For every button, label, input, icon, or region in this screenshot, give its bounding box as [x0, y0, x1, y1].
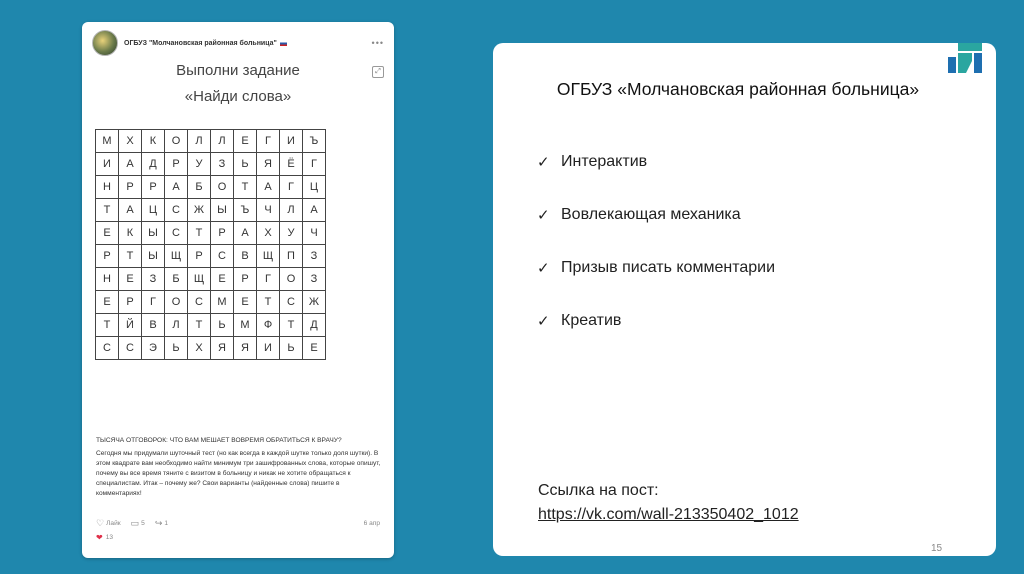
post-body: Сегодня мы придумали шуточный тест (но как всегда в каждой шутке только доля шутки). В этом квадрате вам необходимо найти минимум три зашифрованных слова, которые опишут, почему вы все время тяните с визитом в больницу и никак не хотите обращаться к специалистам. Итак – почему же? Свои варианты (найденные слова) пишите в комментариях! — [96, 450, 381, 497]
check-icon: ✓ — [537, 260, 550, 277]
post-actions — [96, 517, 380, 529]
grid-cell: Х — [257, 222, 280, 245]
grid-cell: С — [96, 337, 119, 360]
grid-cell: Е — [303, 337, 326, 360]
comments-count: 5 — [141, 519, 145, 527]
slide-title: ОГБУЗ «Молчановская районная больница» — [556, 79, 920, 99]
more-options-icon[interactable]: ••• — [371, 38, 384, 48]
grid-cell: Т — [119, 245, 142, 268]
grid-cell: С — [211, 245, 234, 268]
feature-item — [537, 259, 775, 312]
post-caption: ТЫСЯЧА ОТГОВОРОК: ЧТО ВАМ МЕШАЕТ ВОВРЕМЯ ОБРАТИТЬСЯ К ВРАЧУ? — [96, 437, 342, 444]
grid-cell: Ы — [142, 222, 165, 245]
grid-cell: Р — [142, 176, 165, 199]
grid-cell: Т — [188, 222, 211, 245]
like-label: Лайк — [106, 519, 121, 527]
grid-cell: Щ — [188, 268, 211, 291]
grid-cell: Г — [303, 153, 326, 176]
heart-icon: ❤ — [96, 533, 103, 542]
grid-cell: З — [303, 268, 326, 291]
logo-icon — [948, 43, 984, 73]
link-label: Ссылка на пост: — [538, 482, 659, 499]
post-text — [96, 436, 384, 499]
grid-cell: Е — [96, 291, 119, 314]
grid-cell: Б — [165, 268, 188, 291]
grid-cell: З — [142, 268, 165, 291]
grid-cell: Ы — [211, 199, 234, 222]
reactions-count: 13 — [105, 534, 114, 541]
grid-cell: Т — [188, 314, 211, 337]
grid-row — [96, 130, 326, 153]
grid-row — [96, 199, 326, 222]
task-title-line-1: Выполни задание — [176, 62, 300, 79]
flag-icon — [280, 41, 287, 46]
task-title — [82, 58, 394, 110]
grid-cell: С — [188, 291, 211, 314]
grid-cell: Р — [119, 176, 142, 199]
grid-cell: Л — [211, 130, 234, 153]
grid-cell: У — [280, 222, 303, 245]
grid-cell: Ё — [280, 153, 303, 176]
grid-cell: А — [165, 176, 188, 199]
grid-cell: Н — [96, 176, 119, 199]
post-header — [92, 30, 384, 56]
feature-item — [537, 206, 775, 259]
expand-icon[interactable]: ⤢ — [372, 66, 384, 78]
grid-cell: Е — [234, 291, 257, 314]
grid-cell: Г — [257, 268, 280, 291]
grid-cell: Й — [119, 314, 142, 337]
grid-cell: Т — [234, 176, 257, 199]
grid-cell: П — [280, 245, 303, 268]
post-link[interactable]: https://vk.com/wall-213350402_1012 — [538, 506, 799, 523]
grid-cell: Э — [142, 337, 165, 360]
grid-cell: А — [234, 222, 257, 245]
feature-label: Интерактив — [561, 153, 648, 170]
grid-cell: Р — [234, 268, 257, 291]
comment-button[interactable] — [131, 518, 145, 529]
like-button[interactable] — [96, 518, 121, 529]
grid-cell: Л — [165, 314, 188, 337]
grid-cell: Ч — [303, 222, 326, 245]
grid-cell: Р — [211, 222, 234, 245]
reactions[interactable] — [96, 533, 113, 542]
grid-cell: Г — [142, 291, 165, 314]
grid-cell: К — [142, 130, 165, 153]
grid-cell: Х — [188, 337, 211, 360]
feature-label: Вовлекающая механика — [561, 206, 741, 223]
grid-cell: О — [280, 268, 303, 291]
grid-cell: Ъ — [234, 199, 257, 222]
grid-row — [96, 245, 326, 268]
word-search-grid — [95, 129, 326, 360]
info-panel — [493, 43, 996, 556]
group-name[interactable]: ОГБУЗ "Молчановская районная больница" — [124, 39, 277, 47]
feature-label: Призыв писать комментарии — [561, 259, 776, 276]
grid-cell: Ф — [257, 314, 280, 337]
grid-cell: И — [96, 153, 119, 176]
grid-cell: Я — [211, 337, 234, 360]
grid-cell: У — [188, 153, 211, 176]
grid-cell: Р — [188, 245, 211, 268]
grid-cell: А — [119, 199, 142, 222]
grid-row — [96, 337, 326, 360]
grid-cell: А — [119, 153, 142, 176]
grid-cell: Ч — [257, 199, 280, 222]
task-title-line-2: «Найди слова» — [184, 88, 292, 105]
feature-label: Креатив — [561, 312, 622, 329]
group-avatar[interactable] — [92, 30, 118, 56]
grid-cell: И — [280, 130, 303, 153]
grid-cell: И — [257, 337, 280, 360]
grid-cell: Ь — [165, 337, 188, 360]
grid-cell: В — [142, 314, 165, 337]
grid-row — [96, 222, 326, 245]
grid-cell: М — [234, 314, 257, 337]
grid-cell: Г — [257, 130, 280, 153]
grid-cell: З — [211, 153, 234, 176]
grid-cell: Л — [280, 199, 303, 222]
grid-cell: Я — [234, 337, 257, 360]
shares-count: 1 — [164, 519, 169, 527]
grid-cell: Я — [257, 153, 280, 176]
grid-cell: С — [280, 291, 303, 314]
grid-cell: З — [303, 245, 326, 268]
grid-cell: Т — [280, 314, 303, 337]
grid-cell: Щ — [165, 245, 188, 268]
grid-row — [96, 291, 326, 314]
grid-cell: Л — [188, 130, 211, 153]
grid-cell: Ь — [234, 153, 257, 176]
share-icon: ↪ — [154, 517, 163, 528]
page-number: 15 — [931, 543, 943, 554]
check-icon: ✓ — [537, 154, 550, 171]
grid-cell: Р — [119, 291, 142, 314]
grid-cell: Е — [96, 222, 119, 245]
vk-post-card — [82, 22, 394, 558]
grid-cell: Е — [234, 130, 257, 153]
grid-cell: А — [257, 176, 280, 199]
grid-row — [96, 314, 326, 337]
grid-cell: Д — [142, 153, 165, 176]
grid-cell: В — [234, 245, 257, 268]
grid-cell: М — [211, 291, 234, 314]
grid-cell: Ъ — [303, 130, 326, 153]
grid-cell: Ж — [303, 291, 326, 314]
grid-cell: Д — [303, 314, 326, 337]
feature-item — [537, 312, 775, 365]
grid-cell: Т — [257, 291, 280, 314]
grid-cell: Ц — [303, 176, 326, 199]
grid-cell: Е — [119, 268, 142, 291]
feature-list — [537, 153, 775, 365]
grid-row — [96, 153, 326, 176]
heart-outline-icon: ♡ — [96, 517, 105, 528]
feature-item — [537, 153, 775, 206]
grid-cell: Р — [96, 245, 119, 268]
check-icon: ✓ — [537, 207, 550, 224]
grid-cell: Т — [96, 199, 119, 222]
grid-cell: Ж — [188, 199, 211, 222]
grid-cell: О — [165, 291, 188, 314]
grid-cell: Ь — [211, 314, 234, 337]
grid-row — [96, 176, 326, 199]
share-button[interactable] — [155, 518, 168, 529]
grid-cell: Е — [211, 268, 234, 291]
grid-cell: Б — [188, 176, 211, 199]
grid-cell: Р — [165, 153, 188, 176]
grid-cell: Х — [119, 130, 142, 153]
grid-cell: С — [165, 222, 188, 245]
grid-cell: Ь — [280, 337, 303, 360]
comment-icon: ▭ — [130, 517, 140, 528]
grid-row — [96, 268, 326, 291]
grid-cell: Г — [280, 176, 303, 199]
grid-cell: Щ — [257, 245, 280, 268]
grid-cell: Ы — [142, 245, 165, 268]
grid-cell: С — [165, 199, 188, 222]
grid-cell: Т — [96, 314, 119, 337]
grid-cell: О — [211, 176, 234, 199]
grid-cell: О — [165, 130, 188, 153]
grid-cell: Н — [96, 268, 119, 291]
grid-cell: М — [96, 130, 119, 153]
grid-cell: С — [119, 337, 142, 360]
grid-cell: Ц — [142, 199, 165, 222]
grid-cell: К — [119, 222, 142, 245]
post-date[interactable]: 6 апр — [363, 519, 380, 527]
check-icon: ✓ — [537, 313, 550, 330]
grid-cell: А — [303, 199, 326, 222]
